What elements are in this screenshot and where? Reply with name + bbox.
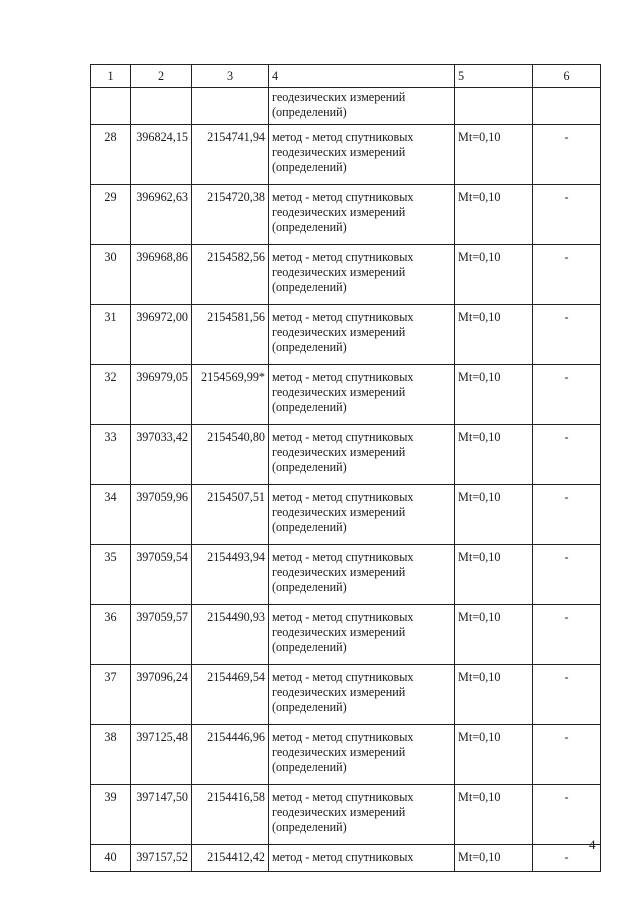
cell-note: - [533, 305, 601, 365]
cell-method: метод - метод спутниковых геодезических измерений (определений) [269, 485, 455, 545]
cell-point-number: 28 [91, 125, 131, 185]
cell-x-coordinate: 396979,05 [131, 365, 192, 425]
cell-y-coordinate: 2154582,56 [192, 245, 269, 305]
cell-method: метод - метод спутниковых геодезических измерений (определений) [269, 125, 455, 185]
cell-method: метод - метод спутниковых геодезических измерений (определений) [269, 425, 455, 485]
cell-empty [91, 88, 131, 125]
cell-x-coordinate: 396968,86 [131, 245, 192, 305]
cell-method: метод - метод спутниковых геодезических измерений (определений) [269, 605, 455, 665]
cell-accuracy: Mt=0,10 [455, 305, 533, 365]
cell-accuracy: Mt=0,10 [455, 185, 533, 245]
cell-accuracy: Mt=0,10 [455, 125, 533, 185]
cell-accuracy: Mt=0,10 [455, 725, 533, 785]
table-row [91, 245, 601, 305]
header-col-4: 4 [269, 65, 455, 88]
cell-method: метод - метод спутниковых геодезических измерений (определений) [269, 725, 455, 785]
cell-y-coordinate: 2154490,93 [192, 605, 269, 665]
page-number: 4 [589, 837, 596, 852]
cell-point-number: 32 [91, 365, 131, 425]
cell-point-number: 40 [91, 845, 131, 872]
cell-x-coordinate: 396824,15 [131, 125, 192, 185]
cell-accuracy: Mt=0,10 [455, 665, 533, 725]
cell-x-coordinate: 396962,63 [131, 185, 192, 245]
cell-method: метод - метод спутниковых геодезических измерений (определений) [269, 365, 455, 425]
cell-y-coordinate: 2154412,42 [192, 845, 269, 872]
cell-method: метод - метод спутниковых геодезических измерений (определений) [269, 245, 455, 305]
cell-y-coordinate: 2154720,38 [192, 185, 269, 245]
cell-point-number: 30 [91, 245, 131, 305]
cell-x-coordinate: 397157,52 [131, 845, 192, 872]
cell-accuracy: Mt=0,10 [455, 485, 533, 545]
cell-y-coordinate: 2154493,94 [192, 545, 269, 605]
table-row [91, 425, 601, 485]
cell-point-number: 36 [91, 605, 131, 665]
cell-note: - [533, 245, 601, 305]
cell-accuracy: Mt=0,10 [455, 365, 533, 425]
cell-note: - [533, 605, 601, 665]
cell-method: метод - метод спутниковых геодезических измерений (определений) [269, 785, 455, 845]
cell-point-number: 33 [91, 425, 131, 485]
header-col-1: 1 [91, 65, 131, 88]
cell-empty [131, 88, 192, 125]
cell-y-coordinate: 2154581,56 [192, 305, 269, 365]
cell-y-coordinate: 2154569,99* [192, 365, 269, 425]
cell-empty [192, 88, 269, 125]
cell-x-coordinate: 397059,96 [131, 485, 192, 545]
cell-note: - [533, 185, 601, 245]
cell-x-coordinate: 397147,50 [131, 785, 192, 845]
cell-y-coordinate: 2154741,94 [192, 125, 269, 185]
cell-point-number: 39 [91, 785, 131, 845]
cell-method: метод - метод спутниковых геодезических измерений (определений) [269, 665, 455, 725]
cell-empty [533, 88, 601, 125]
table-row [91, 725, 601, 785]
cell-y-coordinate: 2154507,51 [192, 485, 269, 545]
header-row [91, 65, 601, 88]
cell-note: - [533, 485, 601, 545]
header-col-6: 6 [533, 65, 601, 88]
table-row [91, 305, 601, 365]
cell-x-coordinate: 396972,00 [131, 305, 192, 365]
header-col-5: 5 [455, 65, 533, 88]
cell-x-coordinate: 397059,54 [131, 545, 192, 605]
table-row [91, 845, 601, 872]
cell-note: - [533, 785, 601, 845]
cell-note: - [533, 725, 601, 785]
table-row [91, 785, 601, 845]
cell-method: метод - метод спутниковых геодезических измерений (определений) [269, 185, 455, 245]
cell-accuracy: Mt=0,10 [455, 845, 533, 872]
cell-y-coordinate: 2154446,96 [192, 725, 269, 785]
cell-accuracy: Mt=0,10 [455, 545, 533, 605]
header-col-3: 3 [192, 65, 269, 88]
cell-method: метод - метод спутниковых геодезических измерений (определений) [269, 545, 455, 605]
cell-method: метод - метод спутниковых [269, 845, 455, 872]
cell-note: - [533, 425, 601, 485]
cell-note: - [533, 125, 601, 185]
cell-y-coordinate: 2154469,54 [192, 665, 269, 725]
cell-accuracy: Mt=0,10 [455, 605, 533, 665]
cell-x-coordinate: 397125,48 [131, 725, 192, 785]
cell-point-number: 31 [91, 305, 131, 365]
cell-y-coordinate: 2154416,58 [192, 785, 269, 845]
table-row [91, 365, 601, 425]
cell-accuracy: Mt=0,10 [455, 425, 533, 485]
table-row [91, 665, 601, 725]
cell-accuracy: Mt=0,10 [455, 785, 533, 845]
coordinates-table [90, 64, 601, 872]
cell-note: - [533, 665, 601, 725]
header-col-2: 2 [131, 65, 192, 88]
table-row [91, 545, 601, 605]
table-row [91, 185, 601, 245]
cell-x-coordinate: 397033,42 [131, 425, 192, 485]
cell-empty [455, 88, 533, 125]
continuation-row [91, 88, 601, 125]
cell-accuracy: Mt=0,10 [455, 245, 533, 305]
cell-x-coordinate: 397096,24 [131, 665, 192, 725]
table-row [91, 125, 601, 185]
cell-method: геодезических измерений (определений) [269, 88, 455, 125]
cell-y-coordinate: 2154540,80 [192, 425, 269, 485]
cell-point-number: 29 [91, 185, 131, 245]
cell-method: метод - метод спутниковых геодезических измерений (определений) [269, 305, 455, 365]
cell-point-number: 34 [91, 485, 131, 545]
table-row [91, 485, 601, 545]
cell-note: - [533, 365, 601, 425]
cell-point-number: 38 [91, 725, 131, 785]
table-row [91, 605, 601, 665]
cell-x-coordinate: 397059,57 [131, 605, 192, 665]
cell-point-number: 37 [91, 665, 131, 725]
cell-point-number: 35 [91, 545, 131, 605]
cell-note: - [533, 545, 601, 605]
cell-note: - [533, 845, 601, 872]
